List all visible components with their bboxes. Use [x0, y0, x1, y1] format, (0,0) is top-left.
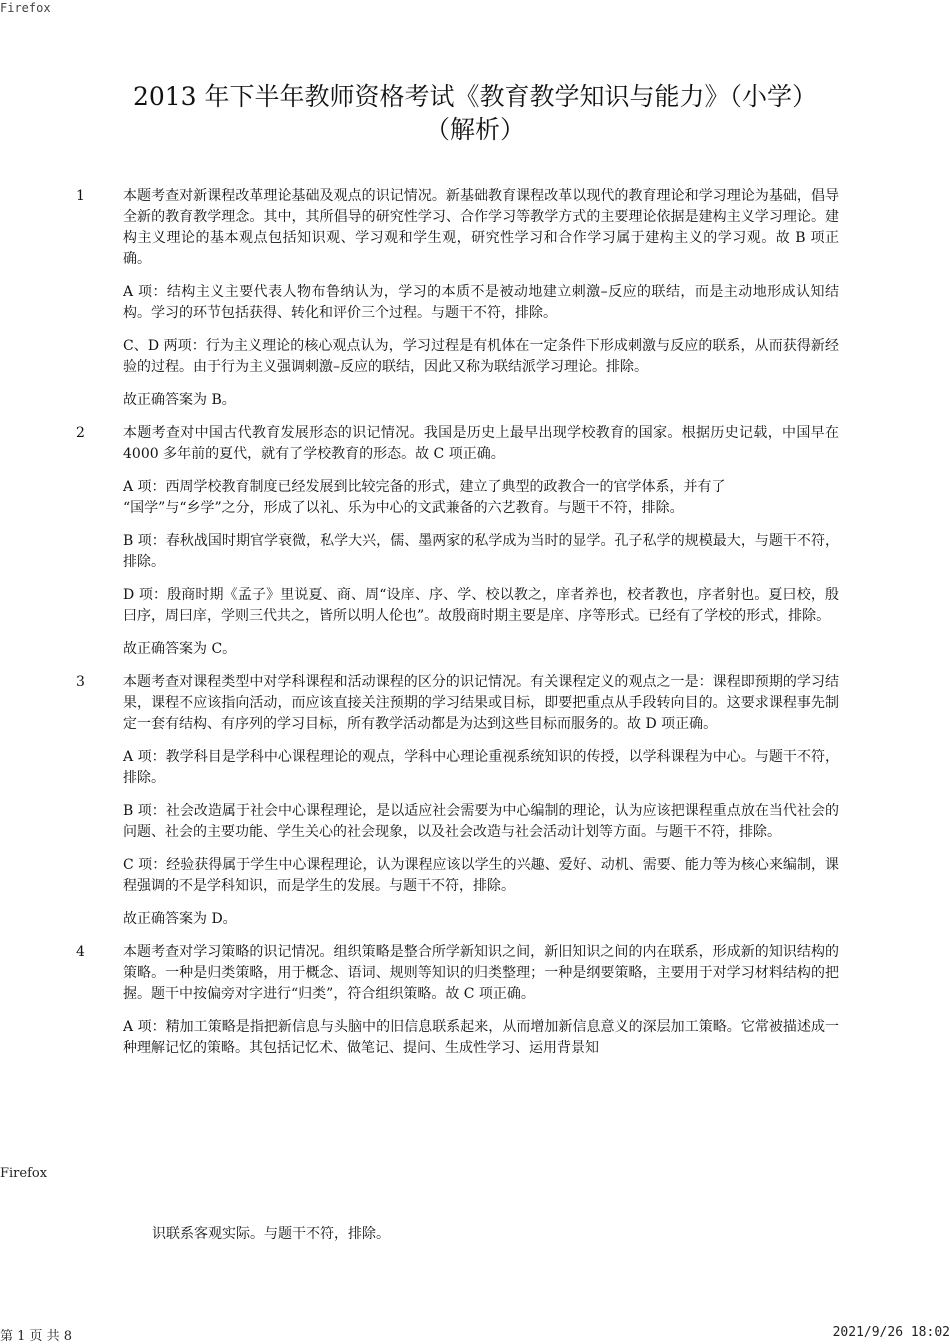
answer-paragraph: 本题考查对课程类型中对学科课程和活动课程的区分的识记情况。有关课程定义的观点之一是：课程即预期的学习结果，课程不应该指向活动，而应该直接关注预期的学习结果或目标，即要把重点从手段转向目的。这要求课程事先制定一套有结构、有序列的学习目标，所有教学活动都是为达到这些目标而服务的。故 D 项正确。	[123, 674, 839, 732]
continued-paragraph: 识联系客观实际。与题干不符，排除。	[152, 1226, 390, 1242]
answer-paragraph: B 项：春秋战国时期官学衰微，私学大兴，儒、墨两家的私学成为当时的显学。孔子私学的规模最大，与题干不符，排除。	[123, 533, 839, 570]
answer-paragraph: A 项：西周学校教育制度已经发展到比较完备的形式，建立了典型的政教合一的官学体系，并有了 “国学”与“乡学”之分，形成了以礼、乐为中心的文武兼备的六艺教育。与题干不符，排除。	[123, 479, 726, 516]
question-number: 3	[76, 674, 85, 690]
answers-section	[0, 186, 950, 1071]
answer-paragraph: 本题考查对学习策略的识记情况。组织策略是整合所学新知识之间，新旧知识之间的内在联系，形成新的知识结构的策略。一种是归类策略，用于概念、语词、规则等知识的归类整理；一种是纲要策略，主要用于对学习材料结构的把握。题干中按偏旁对字进行“归类”，符合组织策略。故 C 项正确。	[123, 944, 839, 1002]
answer-paragraph: 故正确答案为 B。	[123, 392, 236, 408]
browser-footer-label: Firefox	[0, 1166, 48, 1181]
answer-paragraph: A 项：教学科目是学科中心课程理论的观点，学科中心理论重视系统知识的传授，以学科课程为中心。与题干不符，排除。	[123, 749, 839, 786]
question-block	[0, 186, 950, 411]
answer-paragraph: D 项：殷商时期《孟子》里说夏、商、周“设庠、序、学、校以教之，庠者养也，校者教也，序者射也。夏曰校，殷曰序，周曰庠，学则三代共之，皆所以明人伦也”。故殷商时期主要是庠、序等形式。已经有了学校的形式，排除。	[123, 587, 839, 624]
question-block	[0, 672, 950, 930]
question-number: 2	[76, 425, 85, 441]
question-block	[0, 423, 950, 660]
print-datetime: 2021/9/26 18:02	[832, 1325, 950, 1340]
answer-paragraph: 故正确答案为 C。	[123, 641, 237, 657]
answer-paragraph: B 项：社会改造属于社会中心课程理论，是以适应社会需要为中心编制的理论，认为应该把课程重点放在当代社会的问题、社会的主要功能、学生关心的社会现象，以及社会改造与社会活动计划等方面。与题干不符，排除。	[123, 803, 839, 840]
answer-paragraph: A 项：结构主义主要代表人物布鲁纳认为，学习的本质不是被动地建立刺激–反应的联结，而是主动地形成认知结构。学习的环节包括获得、转化和评价三个过程。与题干不符，排除。	[123, 284, 839, 321]
answer-paragraph: C 项：经验获得属于学生中心课程理论，认为课程应该以学生的兴趣、爱好、动机、需要、能力等为核心来编制，课程强调的不是学科知识，而是学生的发展。与题干不符，排除。	[123, 857, 839, 894]
browser-header-label: Firefox	[0, 1, 51, 15]
page-number: 第 1 页 共 8	[0, 1329, 73, 1344]
question-number: 1	[76, 188, 85, 204]
answer-paragraph: C、D 两项：行为主义理论的核心观点认为，学习过程是有机体在一定条件下形成刺激与反应的联系，从而获得新经验的过程。由于行为主义强调刺激–反应的联结，因此又称为联结派学习理论。排除。	[123, 338, 839, 375]
answer-paragraph: 故正确答案为 D。	[123, 911, 237, 927]
title-line-2: （解析）	[424, 115, 525, 144]
answer-paragraph: 本题考查对中国古代教育发展形态的识记情况。我国是历史上最早出现学校教育的国家。根据历史记载，中国早在 4000 多年前的夏代，就有了学校教育的形态。故 C 项正确。	[123, 425, 839, 462]
title-line-1: 2013 年下半年教师资格考试《教育教学知识与能力》（小学）	[132, 82, 818, 111]
answer-paragraph: 本题考查对新课程改革理论基础及观点的识记情况。新基础教育课程改革以现代的教育理论和学习理论为基础，倡导全新的教育教学理念。其中，其所倡导的研究性学习、合作学习等教学方式的主要理论依据是建构主义学习理论。建构主义理论的基本观点包括知识观、学习观和学生观，研究性学习和合作学习属于建构主义的学习观。故 B 项正确。	[123, 188, 839, 267]
question-number: 4	[76, 944, 85, 960]
answer-paragraph: A 项：精加工策略是指把新信息与头脑中的旧信息联系起来，从而增加新信息意义的深层加工策略。它常被描述成一种理解记忆的策略。其包括记忆术、做笔记、提问、生成性学习、运用背景知	[123, 1019, 839, 1056]
question-block	[0, 942, 950, 1059]
document-title	[60, 80, 890, 146]
